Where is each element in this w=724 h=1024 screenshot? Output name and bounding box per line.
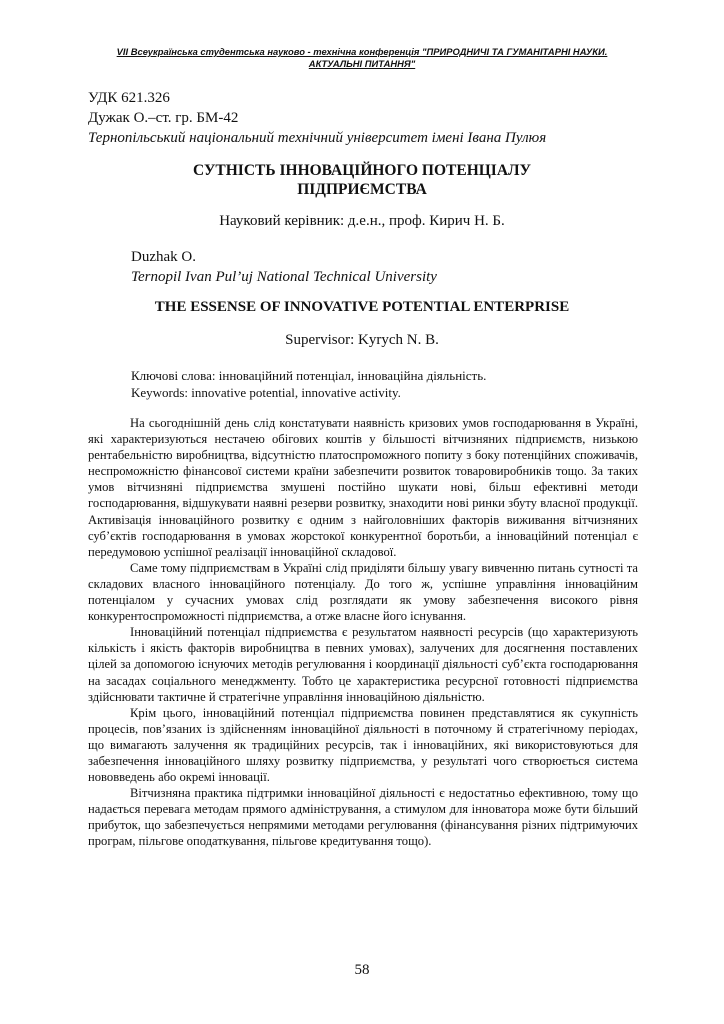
article-meta-en [131,247,437,287]
article-meta-uk [88,88,546,148]
article-body [88,415,638,850]
udc-code: УДК 621.326 [88,90,170,106]
keywords-en: Keywords: innovative potential, innovative activity. [131,385,401,400]
affiliation-uk: Тернопільський національний технічний університет імені Івана Пулюя [88,130,547,146]
article-title-uk-line2: ПІДПРИЄМСТВА [297,181,427,198]
supervisor-en: Supervisor: Kyrych N. B. [285,332,439,348]
body-paragraph-5: Вітчизняна практика підтримки інноваційної діяльності є недостатньо ефективною, тому що надається перевага методам прямого адміністрування, а стимулом для інноватора може бути більший прибуток, що забезпечується непрямими методами регулювання (фінансування різних підтримуючих програм, пільгове оподаткування, пільгове кредитування тощо). [88,786,638,849]
author-en: Duzhak O. [131,249,196,265]
page-number: 58 [354,962,370,978]
article-title-en: THE ESSENSE OF INNOVATIVE POTENTIAL ENTERPRISE [154,299,570,315]
body-paragraph-2: Саме тому підприємствам в Україні слід приділяти більшу увагу вивченню питань сутності та складових власного інноваційного потенціалу. До того ж, успішне управління інноваційним потенціалом у сучасних умовах слід розглядати як умову забезпечення високого рівня конкурентоспроможності підприємства, а отже власне його існування. [88,560,638,624]
keywords-block [131,367,486,401]
author-uk: Дужак О.–ст. гр. БМ-42 [88,110,239,126]
article-title-uk [60,161,664,199]
body-paragraph-4: Крім цього, інноваційний потенціал підприємства повинен представлятися як сукупність процесів, пов’язаних із здійсненням інноваційної діяльності в поточному й стратегічному періодах, що вимагають залучення як традиційних ресурсів, так і інноваційних, які використовуються для забезпечення інноваційного шляху розвитку підприємства, у результаті чого створюється система нововведень або окремі інновації. [88,705,638,785]
conference-header [60,46,664,70]
article-title-uk-line1: СУТНІСТЬ ІННОВАЦІЙНОГО ПОТЕНЦІАЛУ [193,162,531,179]
supervisor-uk: Науковий керівник: д.е.н., проф. Кирич Н. Б. [219,213,505,229]
affiliation-en: Ternopil Ivan Pul’uj National Technical University [131,269,437,285]
conference-header-line2: АКТУАЛЬНІ ПИТАННЯ" [308,58,416,69]
body-paragraph-3: Інноваційний потенціал підприємства є результатом наявності ресурсів (що характеризують кількість і якість факторів виробництва в певних умовах), залучених для досягнення поставлених цілей за допомогою існуючих методів регулювання і координації діяльності суб’єкта господарювання на засадах соціального менеджменту. Тобто це характеристика ресурсної готовності підприємства здійснювати тактичне й стратегічне управління інноваційною діяльністю. [88,625,638,704]
keywords-uk: Ключові слова: інноваційний потенціал, інноваційна діяльність. [131,368,487,383]
conference-header-line1: VII Всеукраїнська студентська науково - технічна конференція "ПРИРОДНИЧІ ТА ГУМАНІТАРНІ НАУКИ. [116,46,608,57]
body-paragraph-1: На сьогоднішній день слід констатувати наявність кризових умов господарювання в Україні, які характеризуються нестачею обігових коштів у більшості вітчизняних підприємств, низькою рентабельністю виробництва, відсутністю платоспроможного попиту з боку потенційних споживачів, неспроможністю фінансової системи країни забезпечити розвиток товаровиробників тощо. За таких умов вітчизняні підприємства змушені постійно шукати нові, більш ефективні методи господарювання, відшукувати наявні резерви розвитку, знаходити нові ринки збуту власної продукції. Активізація інноваційного розвитку є одним з найголовніших факторів виживання вітчизняних суб’єктів господарювання в умовах жорстокої конкурентної боротьби, а інноваційний потенціал є передумовою успішної реалізації інноваційної складової. [88,416,638,559]
